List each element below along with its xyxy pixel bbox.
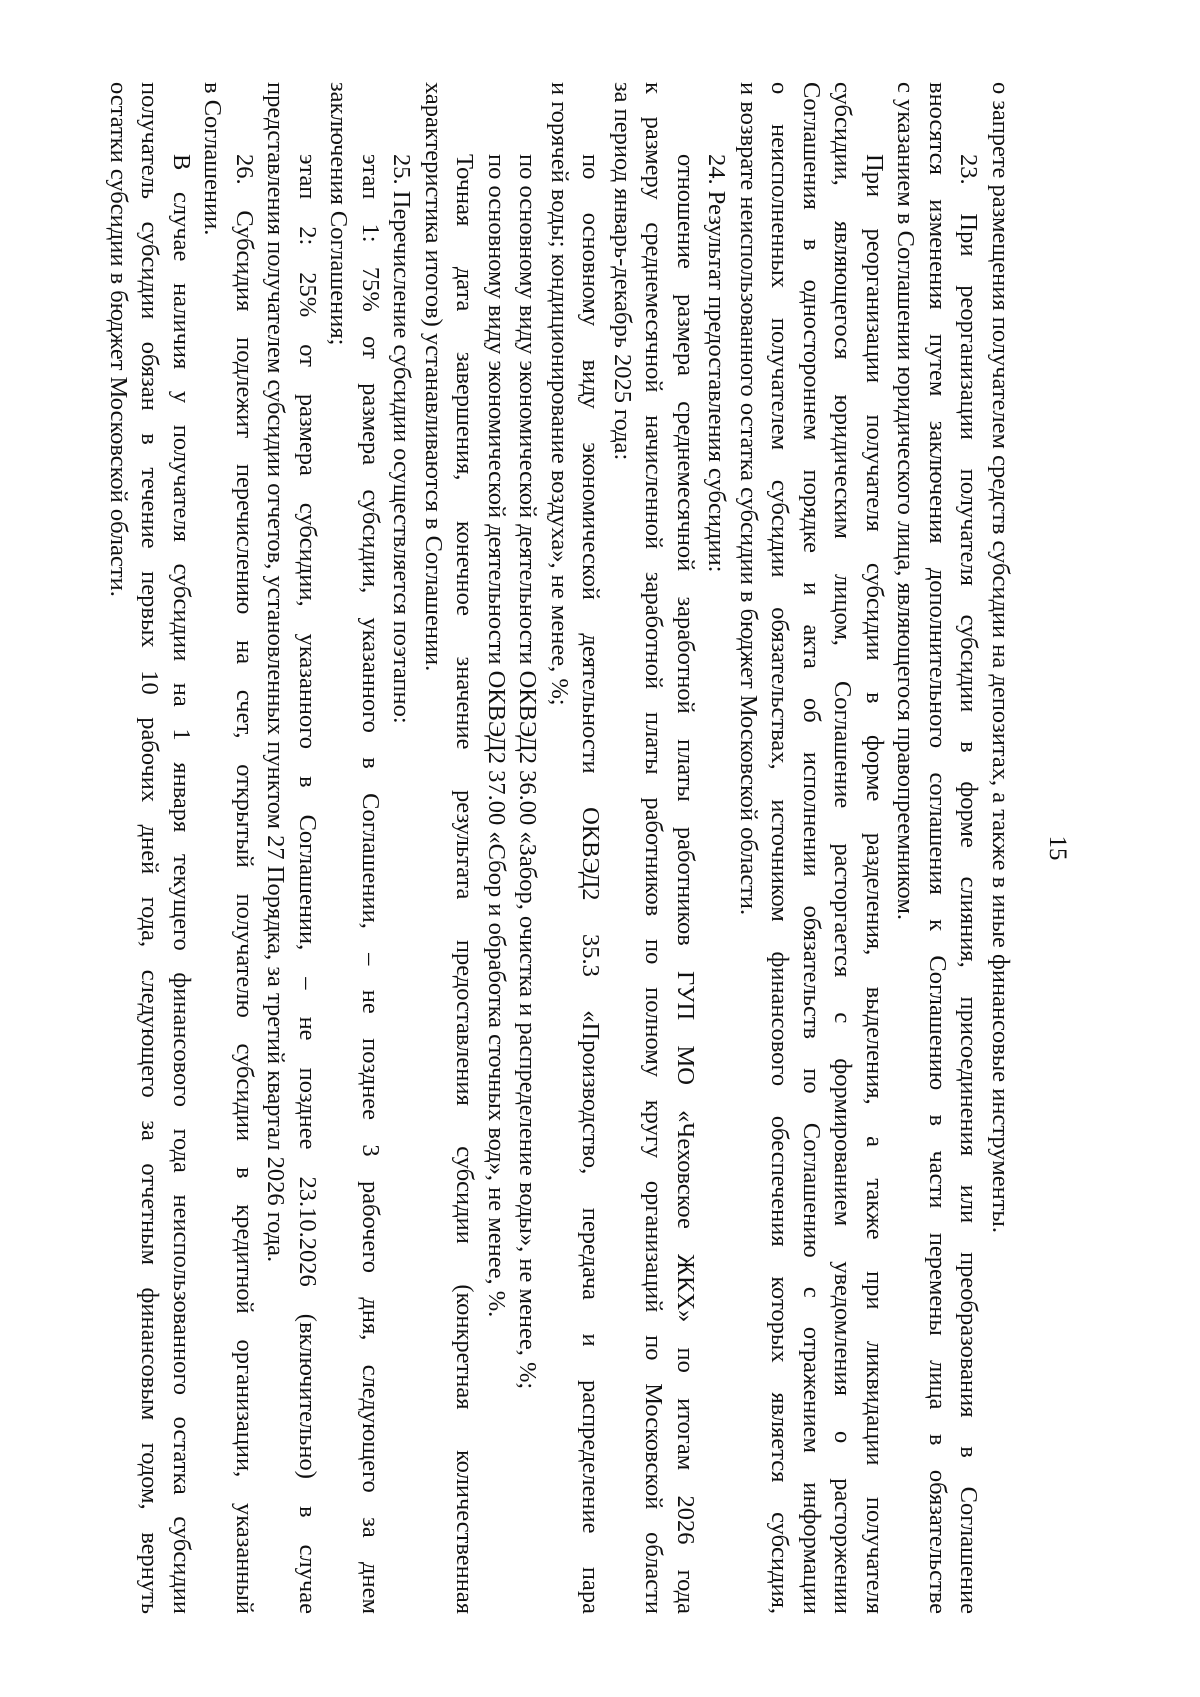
text-line: к размеру среднемесячной начисленной заработной платы работников по полному кругу организаций по Московской области (640, 82, 668, 1614)
text-line: с указанием в Соглашении юридического лица, являющегося правопреемником. (892, 82, 920, 920)
rotated-text-block (72, 82, 1072, 1614)
text-line: 23. При реорганизации получателя субсидии в форме слияния, присоединения или преобразования в Соглашение (955, 154, 983, 1614)
text-line: о неисполненных получателем субсидии обязательствах, источником финансового обеспечения которых является субсидия, (766, 82, 794, 1614)
text-line: 26. Субсидия подлежит перечислению на счет, открытый получателю субсидии в кредитной организации, указанный (231, 154, 258, 1614)
text-line: получатель субсидии обязан в течение первых 10 рабочих дней года, следующего за отчетным финансовым годом, вернуть (136, 82, 164, 1614)
text-line: отношение размера среднемесячной заработной платы работников ГУП МО «Чеховское ЖКХ» по итогам 2026 года (672, 154, 699, 1614)
text-line: остатки субсидии в бюджет Московской области. (105, 82, 132, 597)
text-line: Точная дата завершения, конечное значение результата предоставления субсидии (конкретная количественная (451, 154, 479, 1614)
text-line: в Соглашении. (199, 82, 227, 236)
text-line: представления получателем субсидии отчетов, установленных пунктом 27 Порядка, за третий квартал 2026 года. (262, 82, 290, 1263)
text-line: и горячей воды; кондиционирование воздуха», не менее, %; (546, 82, 573, 706)
text-line: вносятся изменения путем заключения дополнительного соглашения к Соглашению в части перемены лица в обязательстве (924, 82, 951, 1614)
text-line: При реорганизации получателя субсидии в форме разделения, выделения, а также при ликвидации получателя (861, 154, 888, 1614)
text-line: характеристика итогов) устанавливаются в Соглашении. (420, 82, 447, 672)
text-line: 25. Перечисление субсидии осуществляется поэтапно: (388, 154, 416, 724)
text-line: и возврате неиспользованного остатка субсидии в бюджет Московской области. (735, 82, 762, 916)
text-line: за период январь-декабрь 2025 года: (609, 82, 636, 461)
text-line: о запрете размещения получателем средств субсидии на депозитах, а также в иные финансовые инструменты. (987, 82, 1014, 1233)
text-line: В случае наличия у получателя субсидии на 1 января текущего финансового года неиспользованного остатка субсидии (168, 154, 195, 1614)
page-number: 15 (1044, 835, 1071, 861)
text-line: по основному виду экономической деятельности ОКВЭД2 35.3 «Производство, передача и распределение пара (577, 154, 605, 1614)
text-line: 24. Результат предоставления субсидии: (703, 154, 731, 573)
text-line: заключения Соглашения; (325, 82, 353, 346)
text-line: субсидии, являющегося юридическим лицом, Соглашение расторгается с формированием уведомления о расторжении (829, 82, 857, 1614)
text-line: по основному виду экономической деятельности ОКВЭД2 37.00 «Сбор и обработка сточных вод», не менее, %. (483, 154, 510, 1318)
text-line: по основному виду экономической деятельности ОКВЭД2 36.00 «Забор, очистка и распределение воды», не менее, %; (514, 154, 542, 1390)
text-line: этап 1: 75% от размера субсидии, указанного в Соглашении, – не позднее 3 рабочего дня, следующего за днем (357, 154, 384, 1614)
text-line: Соглашения в одностороннем порядке и акта об исполнении обязательств по Соглашению с отражением информации (798, 82, 825, 1614)
text-line: этап 2: 25% от размера субсидии, указанного в Соглашении, – не позднее 23.10.2026 (включительно) в случае (294, 154, 321, 1614)
document-body (103, 82, 1017, 1614)
